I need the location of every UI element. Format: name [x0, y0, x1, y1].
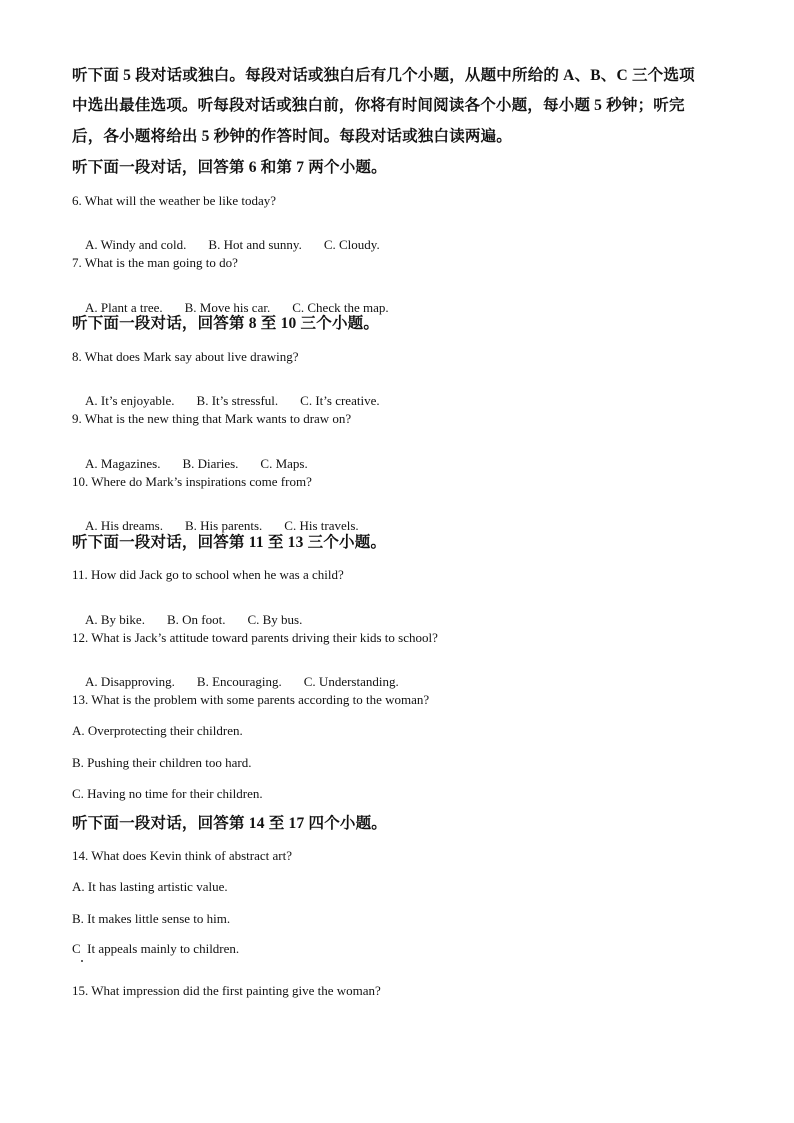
question-12: 12. What is Jack’s attitude toward parents driving their kids to school? — [72, 630, 438, 645]
option-14-b: B. It makes little sense to him. — [72, 911, 231, 926]
option-11-c: C. By bus. — [247, 612, 303, 627]
question-10: 10. Where do Mark’s inspirations come from? — [72, 474, 312, 489]
option-14-a: A. It has lasting artistic value. — [72, 879, 228, 894]
instructions-line-2: 中选出最佳选项。听每段对话或独白前，你将有时间阅读各个小题，每小题 5 秒钟；听完 — [72, 97, 685, 114]
option-13-c: C. Having no time for their children. — [72, 786, 263, 801]
instructions-line-3: 后，各小题将给出 5 秒钟的作答时间。每段对话或独白读两遍。 — [72, 128, 513, 145]
section-heading-6-7: 听下面一段对话，回答第 6 和第 7 两个小题。 — [72, 159, 387, 176]
question-11: 11. How did Jack go to school when he was a child? — [72, 567, 344, 582]
question-6: 6. What will the weather be like today? — [72, 193, 277, 208]
option-6-b: B. Hot and sunny. — [208, 237, 302, 252]
option-8-b: B. It’s stressful. — [196, 393, 279, 408]
option-7-a: A. Plant a tree. — [85, 300, 163, 315]
option-7-c: C. Check the map. — [292, 300, 389, 315]
option-8-c: C. It’s creative. — [300, 393, 380, 408]
option-12-c: C. Understanding. — [303, 674, 399, 689]
option-12-a: A. Disapproving. — [85, 674, 175, 689]
question-14: 14. What does Kevin think of abstract art? — [72, 848, 292, 863]
section-heading-8-10: 听下面一段对话，回答第 8 至 10 三个小题。 — [72, 315, 380, 332]
option-9-a: A. Magazines. — [85, 456, 161, 471]
instructions-line-1: 听下面 5 段对话或独白。每段对话或独白后有几个小题，从题中所给的 A、B、C 三个选项 — [72, 67, 695, 84]
section-heading-14-17: 听下面一段对话，回答第 14 至 17 四个小题。 — [72, 815, 388, 832]
option-11-a: A. By bike. — [85, 612, 145, 627]
section-heading-11-13: 听下面一段对话，回答第 11 至 13 三个小题。 — [72, 534, 387, 551]
option-10-a: A. His dreams. — [85, 518, 163, 533]
option-9-c: C. Maps. — [260, 456, 308, 471]
option-10-b: B. His parents. — [185, 518, 263, 533]
option-14-c: C It appeals mainly to children. — [72, 941, 240, 956]
option-10-c: C. His travels. — [284, 518, 359, 533]
option-13-b: B. Pushing their children too hard. — [72, 755, 252, 770]
question-7: 7. What is the man going to do? — [72, 255, 238, 270]
option-12-b: B. Encouraging. — [196, 674, 282, 689]
option-7-b: B. Move his car. — [184, 300, 271, 315]
option-6-a: A. Windy and cold. — [85, 237, 187, 252]
option-9-b: B. Diaries. — [182, 456, 239, 471]
option-6-c: C. Cloudy. — [323, 237, 380, 252]
question-13: 13. What is the problem with some parents according to the woman? — [72, 692, 430, 707]
question-8: 8. What does Mark say about live drawing? — [72, 349, 299, 364]
option-8-a: A. It’s enjoyable. — [85, 393, 175, 408]
question-15: 15. What impression did the first painting give the woman? — [72, 983, 381, 998]
question-9: 9. What is the new thing that Mark wants to draw on? — [72, 411, 352, 426]
option-11-b: B. On foot. — [166, 612, 226, 627]
option-13-a: A. Overprotecting their children. — [72, 723, 243, 738]
stray-dot-mark — [81, 960, 83, 962]
